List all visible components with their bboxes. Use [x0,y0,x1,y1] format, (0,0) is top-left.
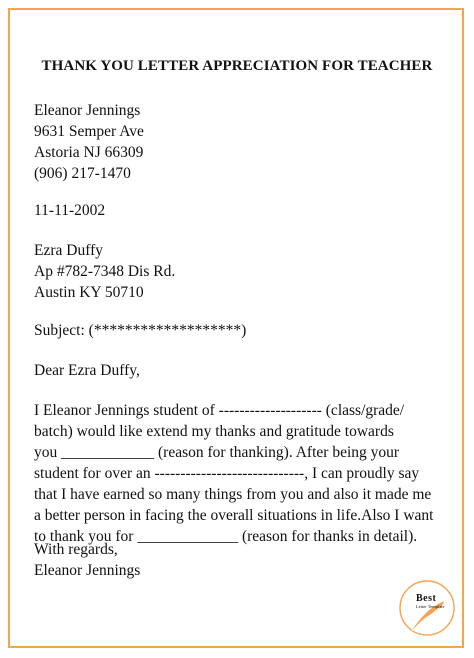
sender-street: 9631 Semper Ave [34,123,144,140]
recipient-name: Ezra Duffy [34,242,104,259]
subject-text: Subject: (*******************) [34,322,247,339]
body-line: you ____________ (reason for thanking). After being your [34,444,400,461]
logo-word: Best [416,593,437,604]
date-text: 11-11-2002 [34,202,106,219]
letter-title: THANK YOU LETTER APPRECIATION FOR TEACHER [41,58,433,74]
sender-address [34,100,144,184]
best-letter-template-logo [396,577,458,639]
recipient-street: Ap #782-7348 Dis Rd. [34,263,176,280]
letter-body [34,400,433,547]
sender-name: Eleanor Jennings [34,102,141,119]
letter-date [34,200,105,221]
body-line: batch) would like extend my thanks and gratitude towards [34,423,394,440]
sender-phone: (906) 217-1470 [34,165,131,182]
body-line: to thank you for _____________ (reason for thanks in detail). [34,528,418,545]
subject-line [34,320,246,341]
closing-name: Eleanor Jennings [34,562,141,579]
logo-subtext: Letter Template [416,604,445,609]
body-line: a better person in facing the overall situations in life.Also I want [34,507,434,524]
recipient-address [34,240,175,303]
salutation-text: Dear Ezra Duffy, [34,362,140,379]
recipient-city: Austin KY 50710 [34,284,144,301]
body-line: I Eleanor Jennings student of -------------------- (class/grade/ [34,402,405,419]
closing-regards: With regards, [34,541,118,558]
sender-city: Astoria NJ 66309 [34,144,144,161]
body-line: that I have earned so many things from you and also it made me [34,486,432,503]
letter-closing [34,539,140,581]
body-line: student for over an -----------------------------, I can proudly say [34,465,420,482]
salutation [34,360,140,381]
